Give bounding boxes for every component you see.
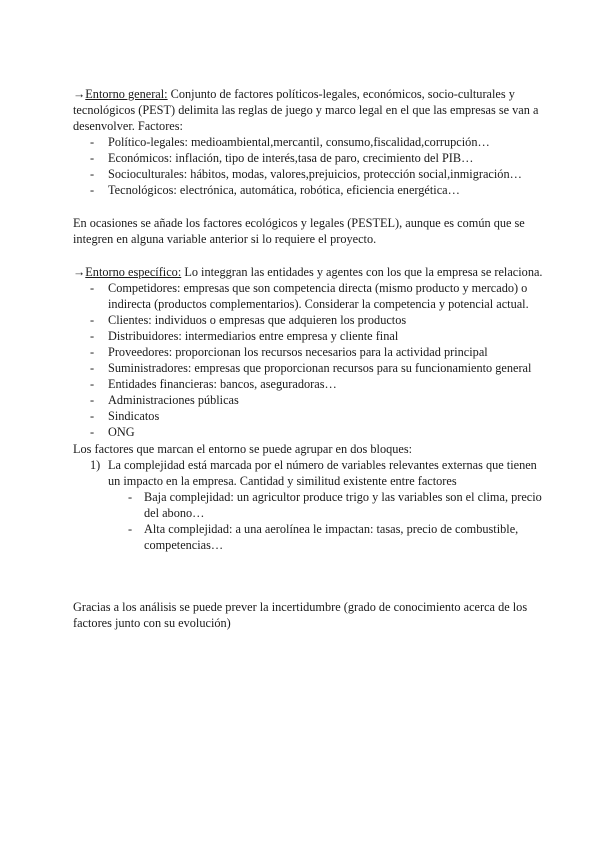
list-item: - Suministradores: empresas que proporcionan recursos para su funcionamiento general: [73, 360, 543, 376]
list-item: [73, 457, 543, 553]
section-incertidumbre: [73, 599, 543, 631]
incertidumbre-paragraph: Gracias a los análisis se puede prever la incertidumbre (grado de conocimiento acerca de los factores junto con su evolución): [73, 600, 528, 630]
list-item: - Administraciones públicas: [73, 392, 543, 408]
list-item: - Clientes: individuos o empresas que adquieren los productos: [73, 312, 543, 328]
arrow-glyph: →: [73, 265, 86, 279]
list-item: - Sindicatos: [73, 408, 543, 424]
list-item: - Proveedores: proporcionan los recursos necesarios para la actividad principal: [73, 344, 543, 360]
bloques-intro: Los factores que marcan el entorno se puede agrupar en dos bloques:: [73, 442, 413, 456]
list-item: - Competidores: empresas que son competencia directa (mismo producto y mercado) o indirecta (productos complementarios). Considerar la competencia y potencial actual.: [73, 280, 543, 312]
list-item: - Baja complejidad: un agricultor produce trigo y las variables son el clima, precio del abono…: [73, 489, 543, 521]
list-number: 1): [90, 458, 101, 472]
entorno-especifico-paragraph: [73, 264, 543, 280]
section-pestel: [73, 215, 543, 247]
entorno-especifico-list: [73, 280, 543, 440]
entorno-especifico-text: Lo integgran las entidades y agentes con los que la empresa se relaciona.: [181, 265, 543, 279]
section-bloques: [73, 441, 543, 553]
list-item: - Alta complejidad: a una aerolínea le impactan: tasas, precio de combustible, competencias…: [73, 521, 543, 553]
entorno-general-paragraph: [73, 86, 543, 134]
entorno-general-text: Conjunto de factores políticos-legales, económicos, socio-culturales y tecnológicos (PEST) delimita las reglas de juego y marco legal en el que las empresas se van a desenvolver. Factores:: [73, 87, 539, 133]
pest-factor-list: [73, 134, 543, 198]
list-item: - Tecnológicos: electrónica, automática, robótica, eficiencia energética…: [73, 182, 543, 198]
complejidad-text: La complejidad está marcada por el número de variables relevantes externas que tienen un impacto en la empresa. Cantidad y similitud existente entre factores: [108, 458, 537, 488]
arrow-glyph: →: [73, 87, 86, 101]
entorno-especifico-heading: Entorno específico:: [85, 265, 182, 279]
bloques-numbered-list: [73, 457, 543, 553]
list-item: - Político-legales: medioambiental,mercantil, consumo,fiscalidad,corrupción…: [73, 134, 543, 150]
section-entorno-especifico: [73, 264, 543, 440]
list-item: - Distribuidores: intermediarios entre empresa y cliente final: [73, 328, 543, 344]
complejidad-sublist: [108, 489, 543, 553]
list-item: - Económicos: inflación, tipo de interés,tasa de paro, crecimiento del PIB…: [73, 150, 543, 166]
pestel-paragraph: En ocasiones se añade los factores ecológicos y legales (PESTEL), aunque es común que se integren en alguna variable anterior si lo requiere el proyecto.: [73, 216, 525, 246]
list-item: - ONG: [73, 424, 543, 440]
list-item: - Socioculturales: hábitos, modas, valores,prejuicios, protección social,inmigración…: [73, 166, 543, 182]
entorno-general-heading: Entorno general:: [85, 87, 168, 101]
list-item: - Entidades financieras: bancos, aseguradoras…: [73, 376, 543, 392]
section-entorno-general: [73, 86, 543, 198]
